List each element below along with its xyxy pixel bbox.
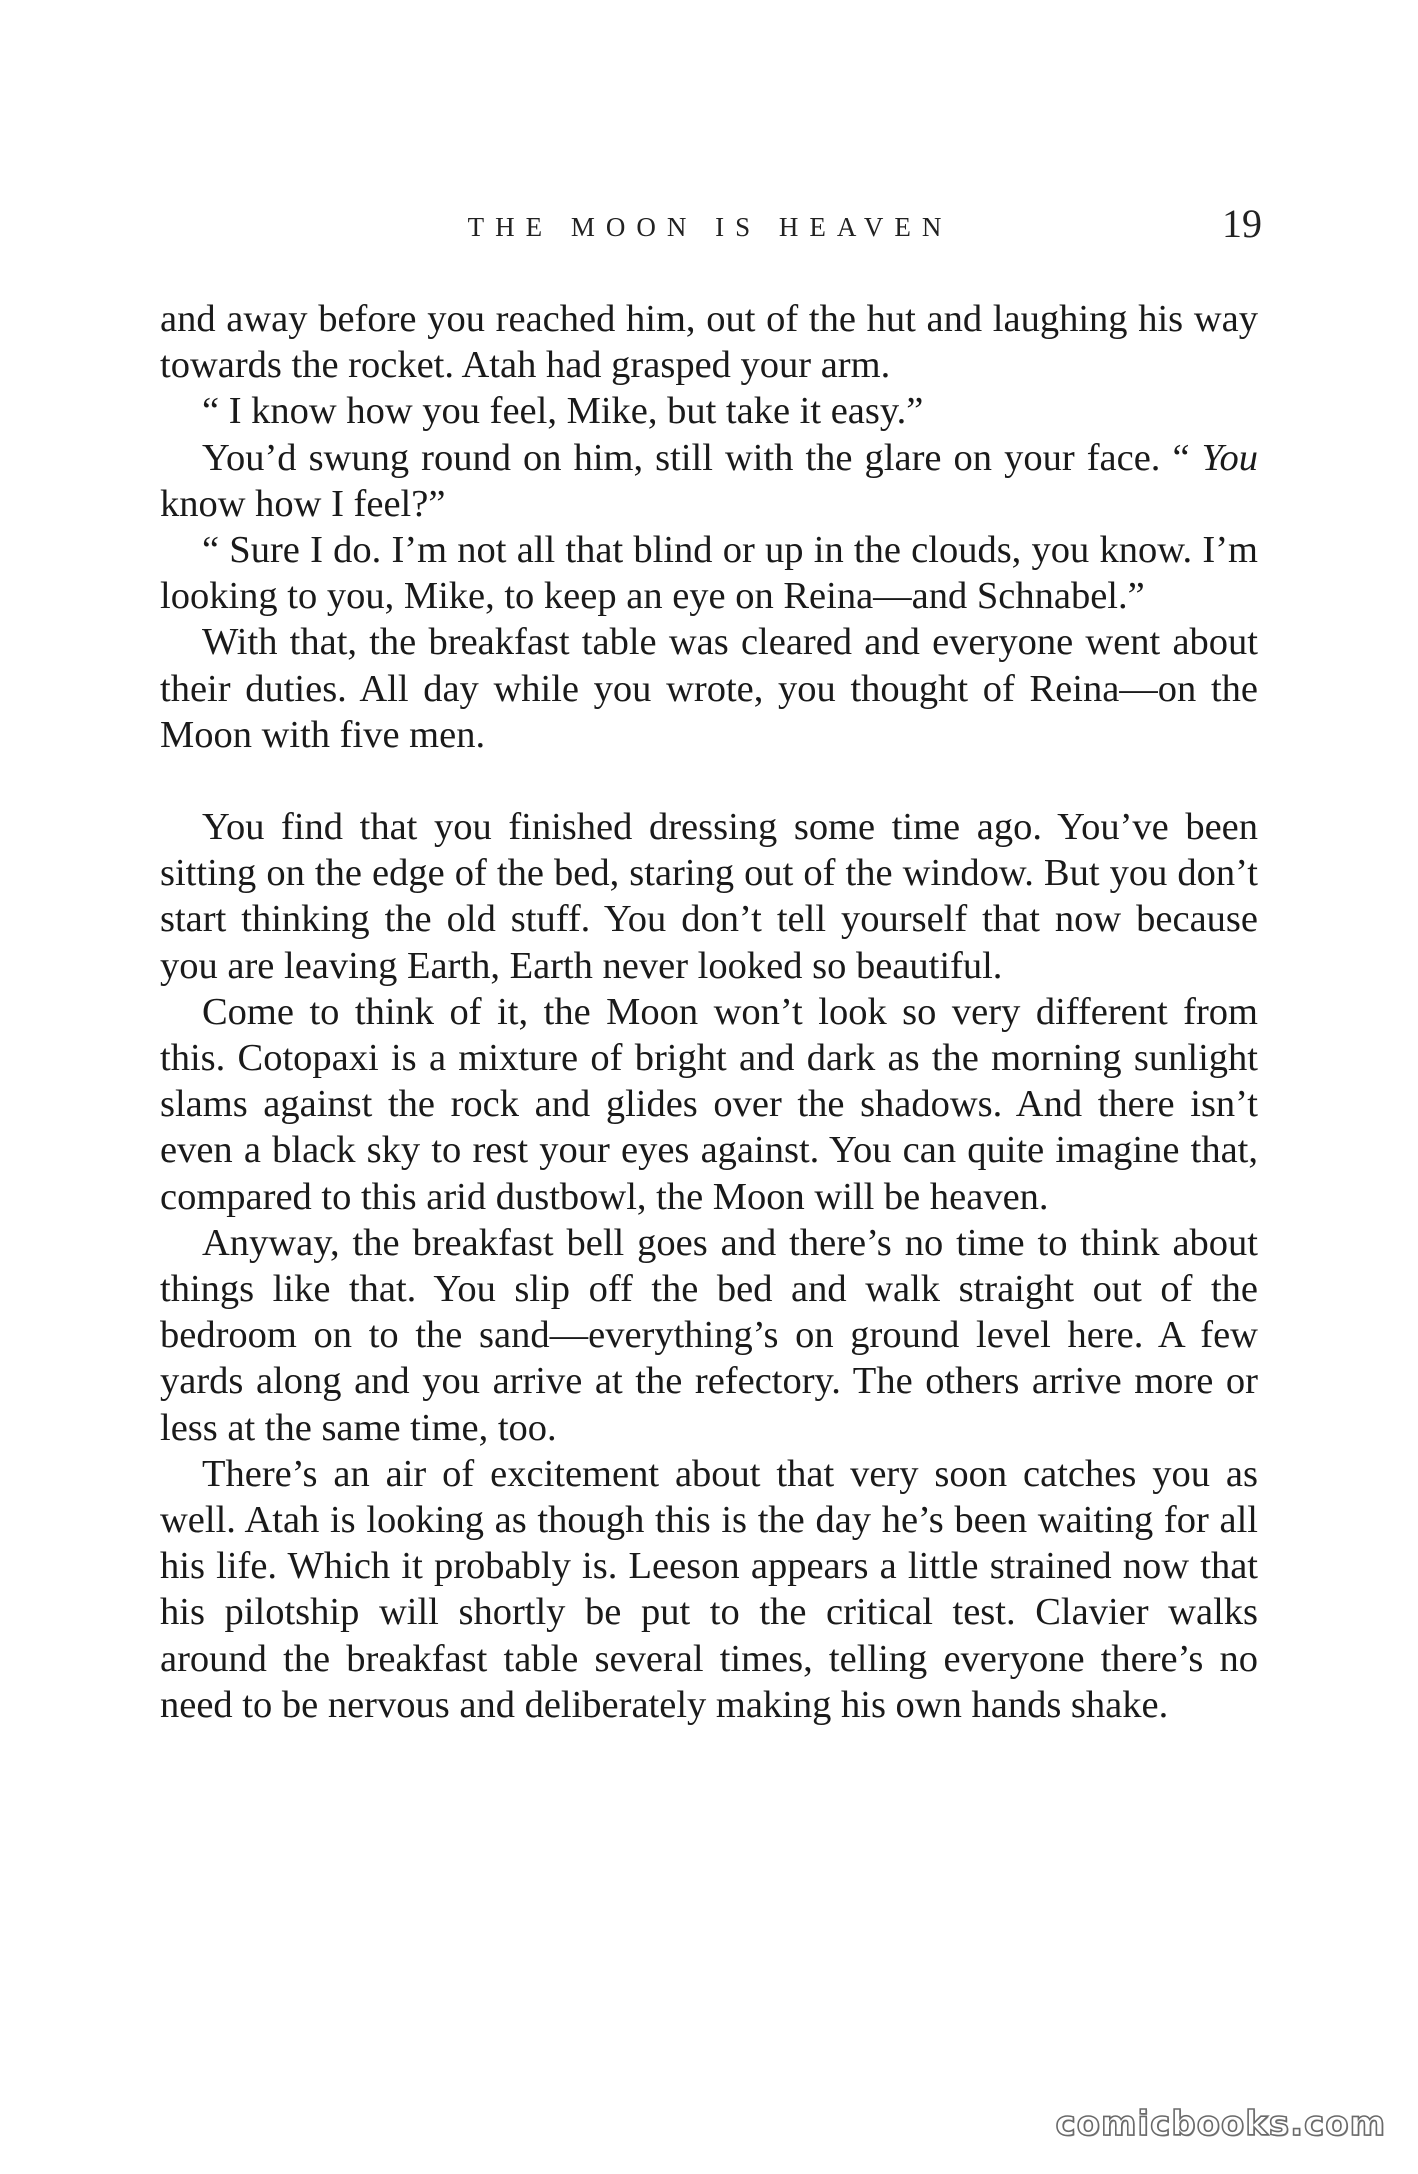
paragraph xyxy=(160,989,1258,1220)
paragraph xyxy=(160,435,1258,527)
paragraph-text: “ Sure I do. I’m not all that blind or up in the clouds, you know. I’m looking to you, Mike, to keep an eye on Reina—and Schnabel.” xyxy=(160,529,1258,618)
paragraph-text: With that, the breakfast table was cleared and everyone went about their duties. All day while you wrote, you thought of Reina—on the Moon with five men. xyxy=(160,621,1258,756)
paragraph-text: “ I know how you feel, Mike, but take it easy.” xyxy=(202,390,924,433)
paragraph xyxy=(160,296,1258,388)
paragraph-text: You’d swung round on him, still with the glare on your face. “ xyxy=(202,436,1202,479)
paragraph xyxy=(160,619,1258,758)
paragraph-text: and away before you reached him, out of the hut and laughing his way towards the rocket. Atah had grasped your arm. xyxy=(160,298,1258,387)
italic-text: You xyxy=(1201,436,1258,479)
paragraph xyxy=(160,1451,1258,1728)
paragraph-text: know how I feel?” xyxy=(160,482,446,525)
paragraph-text: There’s an air of excitement about that very soon catches you as well. Atah is looking as though this is the day he’s been waiting for all his life. Which it probably is. Leeson appears a little strained now that his pilotship will shortly be put to the critical test. Clavier walks around the breakfast table several times, telling everyone there’s no need to be nervous and deliberately making his own hands shake. xyxy=(160,1452,1258,1726)
running-title: THE MOON IS HEAVEN xyxy=(467,212,953,242)
paragraph xyxy=(160,527,1258,619)
paragraph-text: Anyway, the breakfast bell goes and there’s no time to think about things like that. You slip off the bed and walk straight out of the bedroom on to the sand—everything’s on ground level here. A few yards along and you arrive at the refectory. The others arrive more or less at the same time, too. xyxy=(160,1221,1258,1449)
body-text xyxy=(160,296,1258,1728)
page-number: 19 xyxy=(1222,201,1262,246)
paragraph-text: Come to think of it, the Moon won’t look so very different from this. Cotopaxi is a mixture of bright and dark as the morning sunlight slams against the rock and glides over the shadows. And there isn’t even a black sky to rest your eyes against. You can quite imagine that, compared to this arid dustbowl, the Moon will be heaven. xyxy=(160,990,1258,1218)
paragraph xyxy=(160,388,1258,434)
running-head xyxy=(160,200,1260,260)
paragraph xyxy=(160,804,1258,989)
paragraph-text: You find that you finished dressing some time ago. You’ve been sitting on the edge of the bed, staring out of the window. But you don’t start thinking the old stuff. You don’t tell yourself that now because you are leaving Earth, Earth never looked so beautiful. xyxy=(160,806,1258,987)
paragraph xyxy=(160,1220,1258,1451)
watermark-logo: comicbooks.com xyxy=(1055,2104,1386,2144)
